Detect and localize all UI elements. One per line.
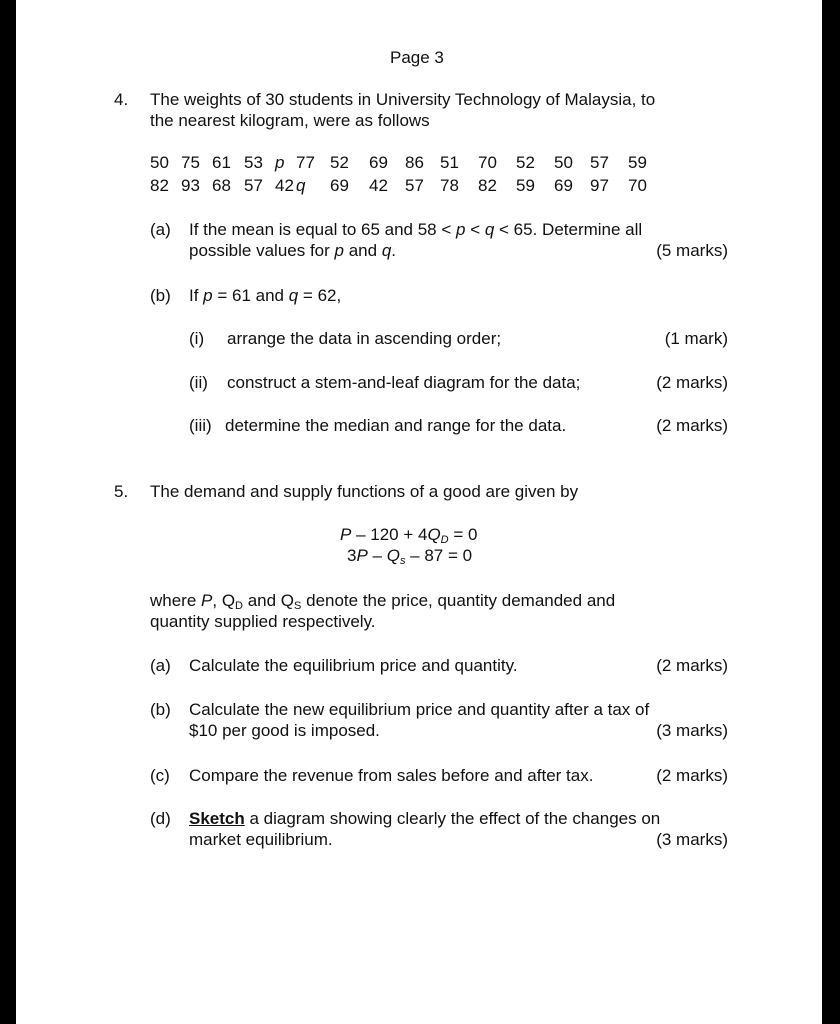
q5c-marks: (2 marks) [656,766,728,785]
q5b-label: (b) [150,700,171,719]
data-row-1 [150,153,710,173]
page-label: Page 3 [390,48,444,67]
data-value: 86 [405,153,424,172]
q5d-line1 [189,809,660,829]
demand-equation: $P - 120 + 4Q_D = 0$ [340,525,478,546]
q4b-iii-marks: (2 marks) [656,416,728,435]
q4b-text: If p = 61 and q = 62, [189,286,342,305]
q4a-line1: If the mean is equal to 65 and 58 < p < q < 65. Determine all [189,220,643,239]
q4b-label: (b) [150,286,171,305]
data-value: 51 [440,153,459,172]
q5c-text: Compare the revenue from sales before and after tax. [189,766,594,785]
data-value: 61 [212,153,231,172]
data-value: 59 [516,176,535,195]
data-row-2 [150,176,710,196]
q4a-line2: possible values for p and q. [189,241,397,260]
sketch-keyword: Sketch [189,809,245,828]
q5d-marks: (3 marks) [656,830,728,849]
q5a-marks: (2 marks) [656,656,728,675]
q4a-marks: (5 marks) [656,241,728,260]
q5d-line1-rest: a diagram showing clearly the effect of the changes on [249,809,661,828]
data-value: p [275,153,285,172]
data-value: 59 [628,153,647,172]
q4-line2: the nearest kilogram, were as follows [150,111,430,130]
q4b-i-marks: (1 mark) [664,329,728,348]
q5-intro: The demand and supply functions of a good are given by [150,482,579,501]
q4b-ii-marks: (2 marks) [656,373,728,392]
data-value: 70 [628,176,647,195]
q5b-line2: $10 per good is imposed. [189,721,380,740]
data-value: 69 [330,176,349,195]
data-value: q [296,176,306,195]
q4b-i-text: arrange the data in ascending order; [227,329,502,348]
q4a-label: (a) [150,220,171,239]
q5a-label: (a) [150,656,171,675]
data-value: 82 [478,176,497,195]
data-value: 42 [275,176,294,195]
q4-line1: The weights of 30 students in University Technology of Malaysia, to [150,90,656,109]
q5-number: 5. [114,482,129,501]
supply-equation: $3P - Q_s - 87 = 0$ [347,546,473,567]
data-value: 52 [516,153,535,172]
q4b-iii-label: (iii) [189,416,212,435]
data-value: 75 [181,153,200,172]
q4b-ii-text: construct a stem-and-leaf diagram for the data; [227,373,581,392]
q5-where-line2: quantity supplied respectively. [150,612,376,631]
q4-number: 4. [114,90,129,109]
data-value: 50 [554,153,573,172]
data-value: 78 [440,176,459,195]
data-value: 69 [369,153,388,172]
data-value: 57 [405,176,424,195]
q5b-line1: Calculate the new equilibrium price and quantity after a tax of [189,700,650,719]
data-value: 77 [296,153,315,172]
data-value: 69 [554,176,573,195]
data-value: 68 [212,176,231,195]
data-value: 70 [478,153,497,172]
data-value: 53 [244,153,263,172]
q4b-ii-label: (ii) [189,373,208,392]
data-value: 57 [244,176,263,195]
q4b-i-label: (i) [189,329,205,348]
q5-where-line1: where P, $Q_D$ and $Q_S$ denote the price, quantity demanded and [150,591,616,612]
data-value: 42 [369,176,388,195]
data-value: 82 [150,176,169,195]
data-value: 52 [330,153,349,172]
data-value: 50 [150,153,169,172]
data-value: 57 [590,153,609,172]
document-page [16,0,822,1024]
q4b-iii-text: determine the median and range for the data. [225,416,567,435]
q5d-line2: market equilibrium. [189,830,333,849]
data-value: 93 [181,176,200,195]
data-value: 97 [590,176,609,195]
q5d-label: (d) [150,809,171,828]
q5a-text: Calculate the equilibrium price and quantity. [189,656,518,675]
q5b-marks: (3 marks) [656,721,728,740]
q5c-label: (c) [150,766,170,785]
